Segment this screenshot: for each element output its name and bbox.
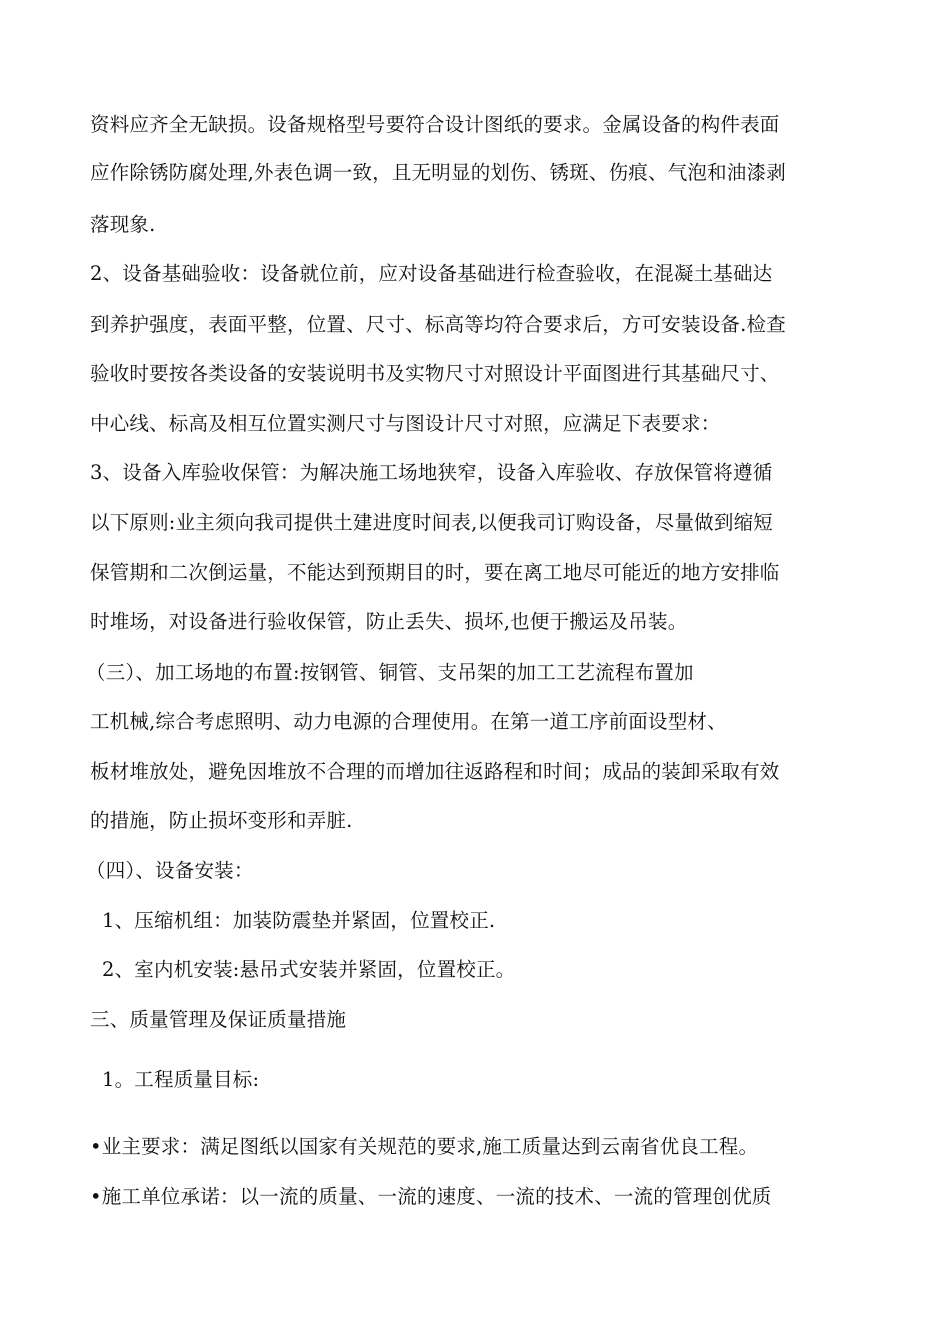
list-item-2: 2、室内机安装:悬吊式安装并紧固，位置校正。 [102,958,516,981]
text-line-9: 以下原则:业主须向我司提供土建进度时间表,以便我司订购设备，尽量做到缩短 [90,511,773,534]
bullet-item-2: •施工单位承诺：以一流的质量、一流的速度、一流的技术、一流的管理创优质 [90,1185,772,1208]
text-line-14: 板材堆放处，避免因堆放不合理的而增加往返路程和时间；成品的装卸采取有效 [90,760,780,783]
text-line-2: 应作除锈防腐处理,外表色调一致，且无明显的划伤、锈斑、伤痕、气泡和油漆剥 [90,161,786,184]
text-line-13: 工机械,综合考虑照明、动力电源的合理使用。在第一道工序前面设型材、 [90,710,727,733]
text-line-6: 验收时要按各类设备的安装说明书及实物尺寸对照设计平面图进行其基础尺寸、 [90,362,780,385]
subheading-quality-goal: 1。工程质量目标: [102,1068,260,1091]
section-heading-4: （四）、设备安装： [86,859,254,882]
text-line-7: 中心线、标高及相互位置实测尺寸与图设计尺寸对照，应满足下表要求： [90,412,721,435]
list-item-1: 1、压缩机组：加装防震垫并紧固，位置校正. [102,909,496,932]
text-line-10: 保管期和二次倒运量，不能达到预期目的时，要在离工地尽可能近的地方安排临 [90,561,780,584]
text-line-3: 落现象. [90,213,156,236]
text-line-8: 3、设备入库验收保管：为解决施工场地狭窄，设备入库验收、存放保管将遵循 [90,461,773,484]
section-heading-3: （三）、加工场地的布置:按钢管、铜管、支吊架的加工工艺流程布置加 [86,661,694,684]
text-line-11: 时堆场，对设备进行验收保管，防止丢失、损坏,也便于搬运及吊装。 [90,610,688,633]
text-line-1: 资料应齐全无缺损。设备规格型号要符合设计图纸的要求。金属设备的构件表面 [90,113,780,136]
text-line-4: 2、设备基础验收：设备就位前，应对设备基础进行检查验收，在混凝土基础达 [90,262,773,285]
text-line-15: 的措施，防止损坏变形和弄脏. [90,809,353,832]
bullet-item-1: •业主要求：满足图纸以国家有关规范的要求,施工质量达到云南省优良工程。 [90,1135,759,1158]
chapter-heading-3: 三、质量管理及保证质量措施 [90,1008,347,1031]
text-line-5: 到养护强度，表面平整，位置、尺寸、标高等均符合要求后，方可安装设备.检查 [90,313,786,336]
